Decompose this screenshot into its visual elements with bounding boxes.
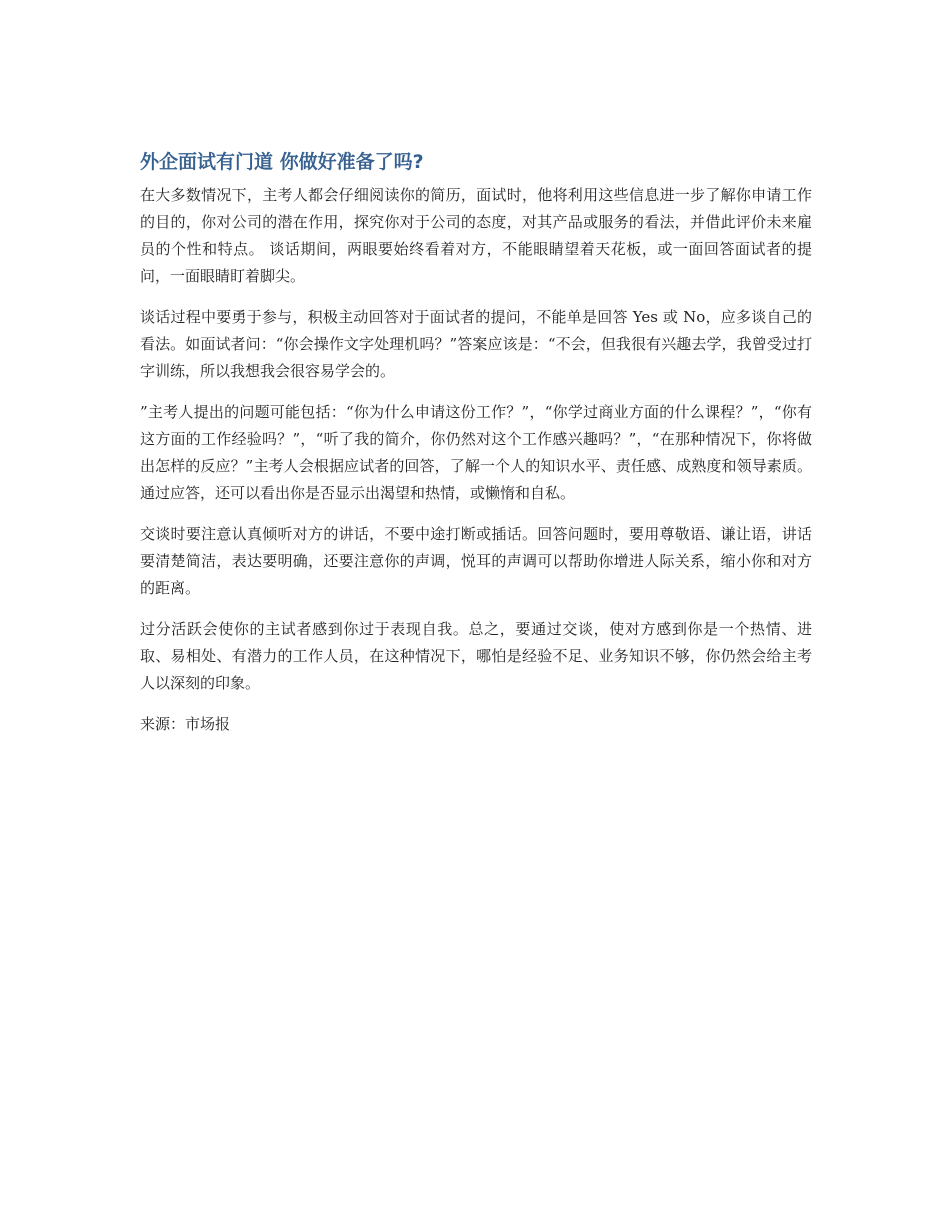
document-title: 外企面试有门道 你做好准备了吗? [140, 151, 424, 173]
paragraph-1: 在大多数情况下，主考人都会仔细阅读你的简历，面试时，他将利用这些信息进一步了解你申请工作的目的，你对公司的潜在作用，探究你对于公司的态度，对其产品或服务的看法，并借此评价未来雇员的个性和特点。 谈话期间，两眼要始终看着对方，不能眼睛望着天花板，或一面回答面试者的提问，一面眼睛盯着脚尖。 [140, 186, 812, 285]
source-line: 来源：市场报 [140, 715, 231, 733]
paragraph-2: 谈话过程中要勇于参与，积极主动回答对于面试者的提问，不能单是回答 Yes 或 No，应多谈自己的看法。如面试者问：“你会操作文字处理机吗？”答案应该是：“不会，但我很有兴趣去学，我曾受过打字训练，所以我想我会很容易学会的。 [140, 308, 812, 380]
paragraph-4: 交谈时要注意认真倾听对方的讲话，不要中途打断或插话。回答问题时，要用尊敬语、谦让语，讲话要清楚简洁，表达要明确，还要注意你的声调，悦耳的声调可以帮助你增进人际关系，缩小你和对方的距离。 [140, 525, 812, 597]
document-page [140, 148, 812, 738]
paragraph-3: ”主考人提出的问题可能包括：“你为什么申请这份工作？”，“你学过商业方面的什么课程？”，“你有这方面的工作经验吗？”，“听了我的简介，你仍然对这个工作感兴趣吗？”，“在那种情况下，你将做出怎样的反应？”主考人会根据应试者的回答，了解一个人的知识水平、责任感、成熟度和领导素质。通过应答，还可以看出你是否显示出渴望和热情，或懒惰和自私。 [140, 403, 812, 502]
paragraph-5: 过分活跃会使你的主试者感到你过于表现自我。总之，要通过交谈，使对方感到你是一个热情、进取、易相处、有潜力的工作人员，在这种情况下，哪怕是经验不足、业务知识不够，你仍然会给主考人以深刻的印象。 [140, 620, 812, 692]
